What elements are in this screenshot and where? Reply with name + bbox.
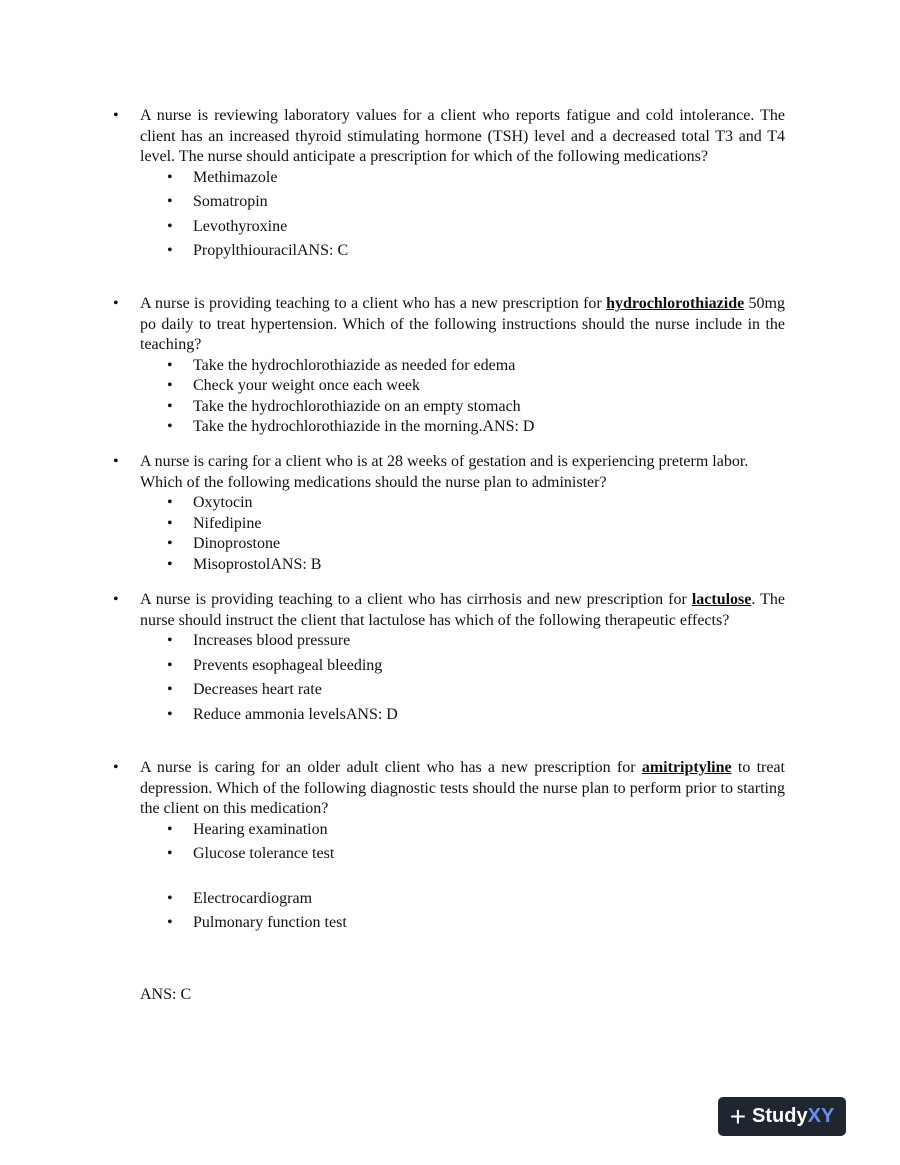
option: • Take the hydrochlorothiazide as needed for edema — [167, 356, 516, 374]
option-list — [113, 820, 785, 938]
option: • Hearing examination — [167, 820, 328, 838]
option: • Take the hydrochlorothiazide on an empty stomach — [167, 397, 521, 415]
studyxy-logo: + Study XY — [718, 1097, 846, 1136]
drug-name: lactulose — [691, 591, 752, 608]
plus-icon: + — [729, 1100, 747, 1132]
option: • Pulmonary function test — [167, 914, 347, 931]
question-1 — [113, 106, 785, 266]
option: • Glucose tolerance test — [167, 845, 335, 862]
question-stem: A nurse is caring for a client who is at 28 weeks of gestation and is experiencing preterm labor. Which of the following medications should the nurse plan to administer? — [140, 453, 749, 491]
option-list — [113, 493, 785, 579]
bullet: • — [113, 759, 119, 776]
drug-name: hydrochlorothiazide — [606, 295, 745, 312]
question-5 — [113, 758, 785, 938]
option: • PropylthiouracilANS: C — [167, 242, 349, 259]
option: • Prevents esophageal bleeding — [167, 656, 383, 674]
question-stem: A nurse is caring for an older adult client who has a new prescription for amitriptyline to treat depression. Which of the following diagnostic tests should the nurse plan to perform prior to starting the client on this medication? — [140, 759, 786, 817]
option: • Increases blood pressure — [167, 632, 351, 649]
question-2 — [113, 294, 785, 442]
final-answer: ANS: C — [140, 986, 192, 1003]
question-3 — [113, 452, 785, 579]
option: • Methimazole — [167, 168, 278, 186]
option: • Levothyroxine — [167, 217, 288, 235]
option: • Dinoprostone — [167, 535, 281, 552]
option: • MisoprostolANS: B — [167, 555, 322, 573]
question-stem: A nurse is providing teaching to a client who has cirrhosis and new prescription for lactulose. The nurse should instruct the client that lactulose has which of the following therapeutic effects? — [140, 591, 785, 629]
drug-name: amitriptyline — [641, 759, 732, 776]
bullet: • — [113, 295, 119, 312]
option-list — [113, 168, 785, 266]
option: • Electrocardiogram — [167, 889, 313, 907]
option: • Nifedipine — [167, 514, 262, 532]
option-list — [113, 631, 785, 729]
question-4 — [113, 590, 785, 729]
option: • Decreases heart rate — [167, 681, 322, 698]
option-list — [113, 356, 785, 442]
option: • Oxytocin — [167, 494, 253, 511]
question-stem: A nurse is providing teaching to a client who has a new prescription for hydrochlorothiazide 50mg po daily to treat hypertension. Which of the following instructions should the nurse include in the teaching? — [140, 295, 785, 353]
bullet: • — [113, 453, 119, 470]
bullet: • — [113, 591, 119, 608]
option: • Check your weight once each week — [167, 377, 421, 394]
bullet: • — [113, 107, 119, 124]
question-stem: A nurse is reviewing laboratory values for a client who reports fatigue and cold intolerance. The client has an increased thyroid stimulating hormone (TSH) level and a decreased total T3 and T4 level. The nurse should anticipate a prescription for which of the following medications? — [140, 107, 785, 165]
option: • Somatropin — [167, 193, 268, 210]
option: • Take the hydrochlorothiazide in the morning.ANS: D — [167, 418, 535, 435]
option: • Reduce ammonia levelsANS: D — [167, 705, 398, 723]
